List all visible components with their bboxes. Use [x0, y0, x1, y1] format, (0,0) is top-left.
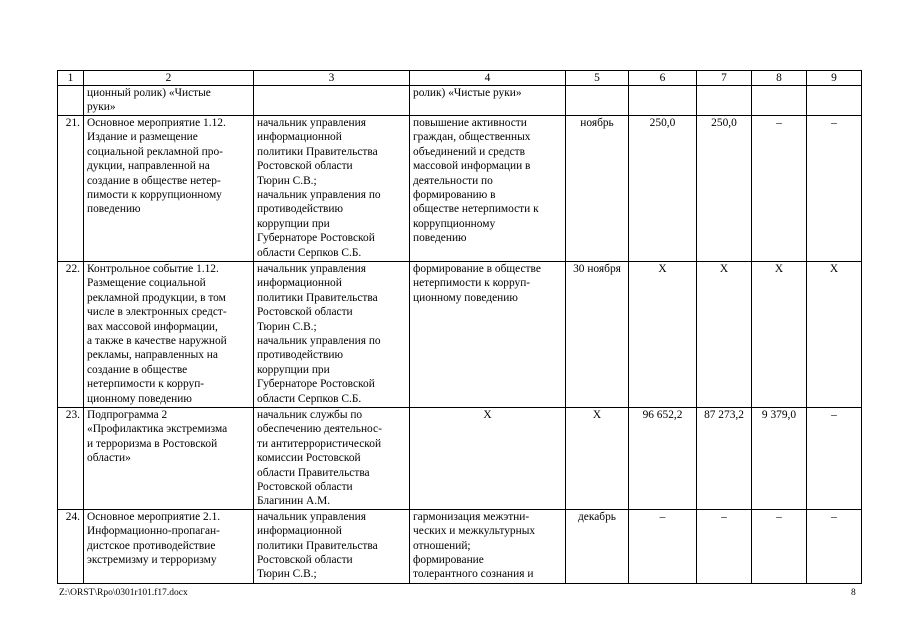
row-number: 21. [58, 116, 84, 262]
term: X [566, 408, 629, 510]
value-col9: X [807, 262, 862, 408]
event-name: Контрольное событие 1.12. Размещение социальной рекламной продукции, в том числе в электронных средст- вах массовой информации, а также в качестве наружной рекламы, направленных на создание в обществе нетерпимости к корруп- ционному поведению [84, 262, 254, 408]
table-row [58, 86, 862, 116]
column-number: 4 [410, 71, 566, 86]
column-number: 2 [84, 71, 254, 86]
event-name: Подпрограмма 2 «Профилактика экстремизма и терроризма в Ростовской области» [84, 408, 254, 510]
value-col8: X [752, 262, 807, 408]
event-name: Основное мероприятие 2.1. Информационно-пропаган- дистское противодействие экстремизму и терроризму [84, 509, 254, 583]
table-row [58, 262, 862, 408]
table-row [58, 509, 862, 583]
value-col6: X [629, 262, 697, 408]
value-col6: 250,0 [629, 116, 697, 262]
event-name: ционный ролик) «Чистые руки» [84, 86, 254, 116]
value-col6 [629, 86, 697, 116]
expected-result: гармонизация межэтни- ческих и межкультурных отношений; формирование толерантного сознания и [410, 509, 566, 583]
term: декабрь [566, 509, 629, 583]
plan-table [57, 70, 862, 584]
column-number: 5 [566, 71, 629, 86]
value-col7: 250,0 [697, 116, 752, 262]
column-number-row [58, 71, 862, 86]
value-col7: – [697, 509, 752, 583]
column-number: 9 [807, 71, 862, 86]
column-number: 6 [629, 71, 697, 86]
value-col7: 87 273,2 [697, 408, 752, 510]
row-number: 24. [58, 509, 84, 583]
value-col9 [807, 86, 862, 116]
value-col7 [697, 86, 752, 116]
row-number: 22. [58, 262, 84, 408]
column-number: 7 [697, 71, 752, 86]
row-number: 23. [58, 408, 84, 510]
term: 30 ноября [566, 262, 629, 408]
footer-page-number: 8 [851, 588, 856, 598]
expected-result: X [410, 408, 566, 510]
responsible-person: начальник управления информационной политики Правительства Ростовской области Тюрин С.В.; начальник управления по противодействию коррупции при Губернаторе Ростовской области Серпков С.Б. [254, 116, 410, 262]
expected-result: повышение активности граждан, общественных объединений и средств массовой информации в деятельности по формированию в обществе нетерпимости к коррупционному поведению [410, 116, 566, 262]
event-name: Основное мероприятие 1.12. Издание и размещение социальной рекламной про- дукции, направленной на создание в обществе нетер- пимости к коррупционному поведению [84, 116, 254, 262]
value-col9: – [807, 408, 862, 510]
responsible-person [254, 86, 410, 116]
value-col8: – [752, 116, 807, 262]
row-number [58, 86, 84, 116]
responsible-person: начальник службы по обеспечению деятельнос- ти антитеррористической комиссии Ростовской области Правительства Ростовской области Благинин А.М. [254, 408, 410, 510]
value-col7: X [697, 262, 752, 408]
value-col6: 96 652,2 [629, 408, 697, 510]
term: ноябрь [566, 116, 629, 262]
value-col6: – [629, 509, 697, 583]
value-col8: – [752, 509, 807, 583]
column-number: 1 [58, 71, 84, 86]
value-col9: – [807, 116, 862, 262]
footer-file-path: Z:\ORST\Rpo\0301r101.f17.docx [59, 588, 188, 598]
responsible-person: начальник управления информационной политики Правительства Ростовской области Тюрин С.В.; [254, 509, 410, 583]
term [566, 86, 629, 116]
expected-result: формирование в обществе нетерпимости к корруп- ционному поведению [410, 262, 566, 408]
table-row [58, 116, 862, 262]
value-col8 [752, 86, 807, 116]
expected-result: ролик) «Чистые руки» [410, 86, 566, 116]
column-number: 3 [254, 71, 410, 86]
table-row [58, 408, 862, 510]
column-number: 8 [752, 71, 807, 86]
responsible-person: начальник управления информационной политики Правительства Ростовской области Тюрин С.В.; начальник управления по противодействию коррупции при Губернаторе Ростовской области Серпков С.Б. [254, 262, 410, 408]
value-col9: – [807, 509, 862, 583]
value-col8: 9 379,0 [752, 408, 807, 510]
